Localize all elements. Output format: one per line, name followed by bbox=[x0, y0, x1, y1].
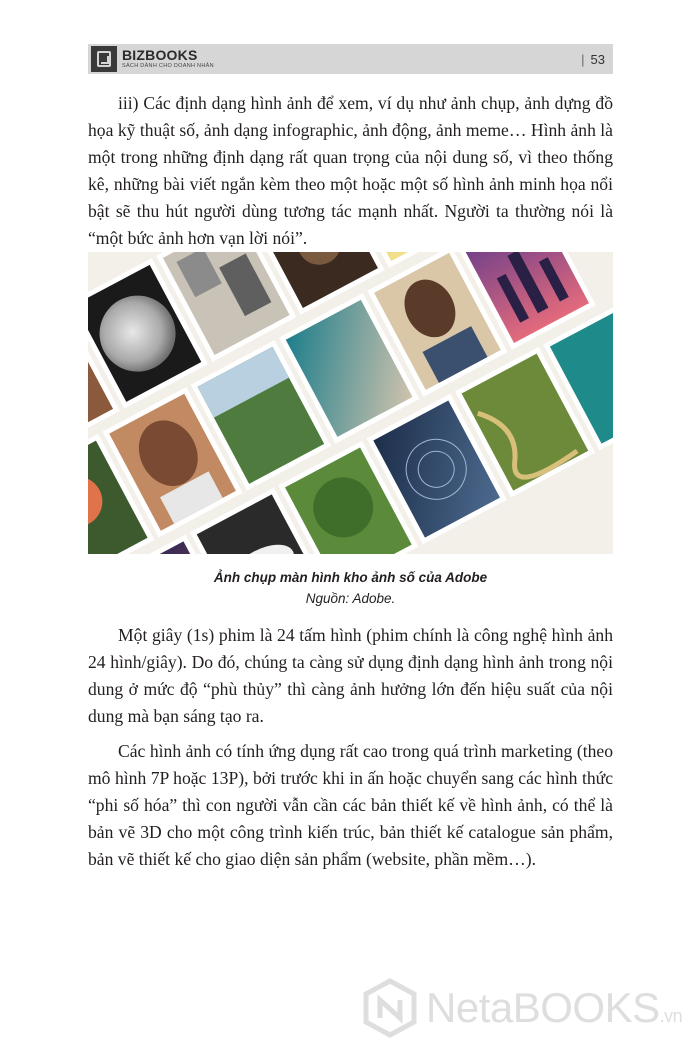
adobe-stock-collage-image bbox=[88, 252, 613, 554]
page-header bbox=[88, 44, 613, 74]
netabooks-logo-icon bbox=[362, 978, 418, 1038]
bizbooks-logo-icon bbox=[91, 46, 117, 72]
brand-name: BIZBOOKS bbox=[122, 47, 198, 64]
figure-source: Nguồn: Adobe. bbox=[305, 591, 396, 606]
brand-tagline: SÁCH DÀNH CHO DOANH NHÂN bbox=[122, 63, 214, 70]
page-number-area bbox=[581, 52, 605, 67]
netabooks-watermark bbox=[362, 978, 682, 1038]
page-number: 53 bbox=[590, 51, 605, 67]
paragraph-image-formats: iii) Các định dạng hình ảnh để xem, ví dụ như ảnh chụp, ảnh dựng đồ họa kỹ thuật số, ảnh dạng infographic, ảnh động, ảnh meme… Hình ảnh là một trong những định dạng rất quan trọng của nội dung số, vì theo thống kê, những bài viết ngắn kèm theo một hoặc một số hình ảnh minh họa nổi bật sẽ thu hút người dùng tương tác mạnh nhất. Người ta thường nói là “một bức ảnh hơn vạn lời nói”. bbox=[88, 93, 613, 248]
paragraph-film-frames: Một giây (1s) phim là 24 tấm hình (phim chính là công nghệ hình ảnh 24 hình/giây). Do đó, chúng ta càng sử dụng định dạng hình ảnh trong nội dung ở mức độ “phù thủy” thì càng ảnh hưởng lớn đến hiệu suất của nội dung mà bạn sáng tạo ra. bbox=[88, 625, 613, 726]
page-separator: | bbox=[581, 51, 585, 67]
paragraph-marketing-images: Các hình ảnh có tính ứng dụng rất cao trong quá trình marketing (theo mô hình 7P hoặc 13P), bởi trước khi in ấn hoặc chuyển sang các hình thức “phi số hóa” thì con người vẫn cần các bản thiết kế về hình ảnh, có thể là bản vẽ 3D cho một công trình kiến trúc, bản thiết kế catalogue sản phẩm, bản vẽ thiết kế cho giao diện sản phẩm (website, phần mềm…). bbox=[88, 741, 613, 869]
watermark-name: NetaBOOKS.vn bbox=[426, 984, 683, 1031]
brand-logo bbox=[122, 48, 214, 70]
figure-caption: Ảnh chụp màn hình kho ảnh số của Adobe bbox=[213, 570, 488, 585]
